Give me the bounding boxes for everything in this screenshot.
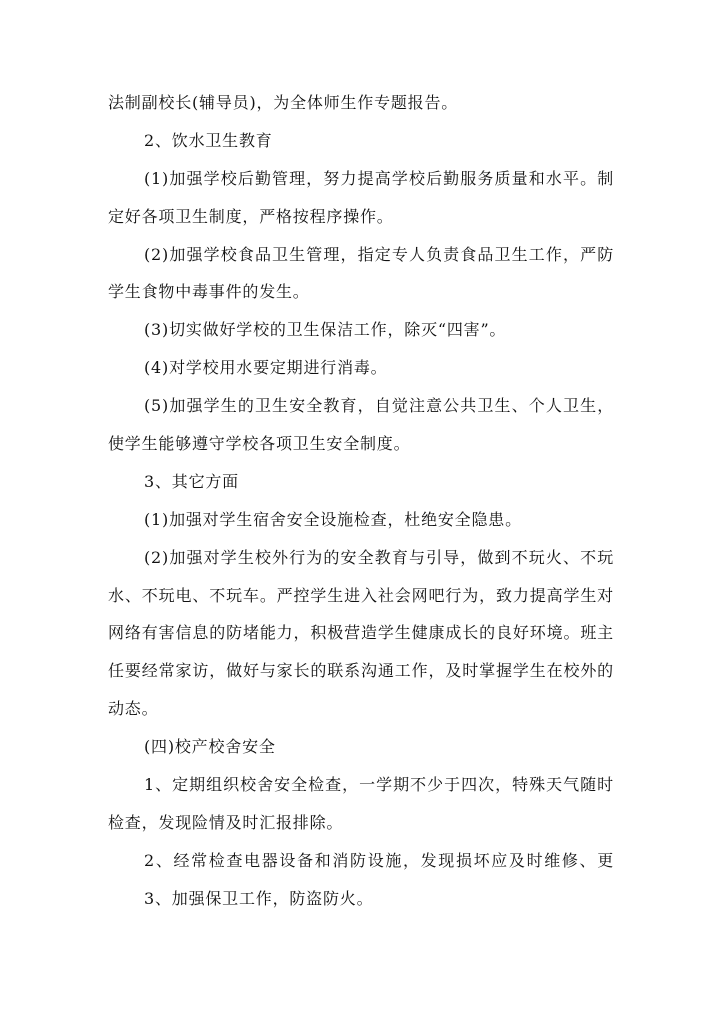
text-line: 网络有害信息的防堵能力，积极营造学生健康成长的良好环境。班主	[108, 623, 614, 643]
text-line: 水、不玩电、不玩车。严控学生进入社会网吧行为，致力提高学生对	[108, 585, 614, 605]
text-line: 任要经常家访，做好与家长的联系沟通工作，及时掌握学生在校外的	[108, 661, 614, 681]
text-line: (2)加强对学生校外行为的安全教育与引导，做到不玩火、不玩	[144, 547, 614, 567]
text-line: 2、饮水卫生教育	[144, 130, 273, 150]
text-line: 法制副校长(辅导员)，为全体师生作专题报告。	[108, 93, 459, 112]
text-line: 2、经常检查电器设备和消防设施，发现损坏应及时维修、更	[144, 850, 614, 870]
text-line: 3、其它方面	[144, 471, 239, 491]
text-line: 1、定期组织校舍安全检查，一学期不少于四次，特殊天气随时	[144, 775, 614, 795]
text-line: 学生食物中毒事件的发生。	[108, 282, 310, 302]
text-line: 动态。	[108, 699, 159, 719]
text-line: (四)校产校舍安全	[144, 737, 276, 757]
text-line: (2)加强学校食品卫生管理，指定专人负责食品卫生工作，严防	[144, 244, 614, 264]
text-line: (4)对学校用水要定期进行消毒。	[144, 358, 388, 378]
text-line: (1)加强学校后勤管理，努力提高学校后勤服务质量和水平。制	[144, 168, 614, 188]
text-line: (5)加强学生的卫生安全教育，自觉注意公共卫生、个人卫生，	[144, 396, 614, 416]
text-line: 定好各项卫生制度，严格按程序操作。	[108, 206, 394, 226]
text-line: 检查，发现险情及时汇报排除。	[108, 812, 344, 832]
document-body	[108, 84, 614, 918]
text-line: (3)切实做好学校的卫生保洁工作，除灭“四害”。	[144, 320, 507, 340]
text-line: 3、加强保卫工作，防盗防火。	[144, 888, 374, 908]
text-line: (1)加强对学生宿舍安全设施检查，杜绝安全隐患。	[144, 509, 522, 529]
text-line: 使学生能够遵守学校各项卫生安全制度。	[108, 434, 411, 454]
